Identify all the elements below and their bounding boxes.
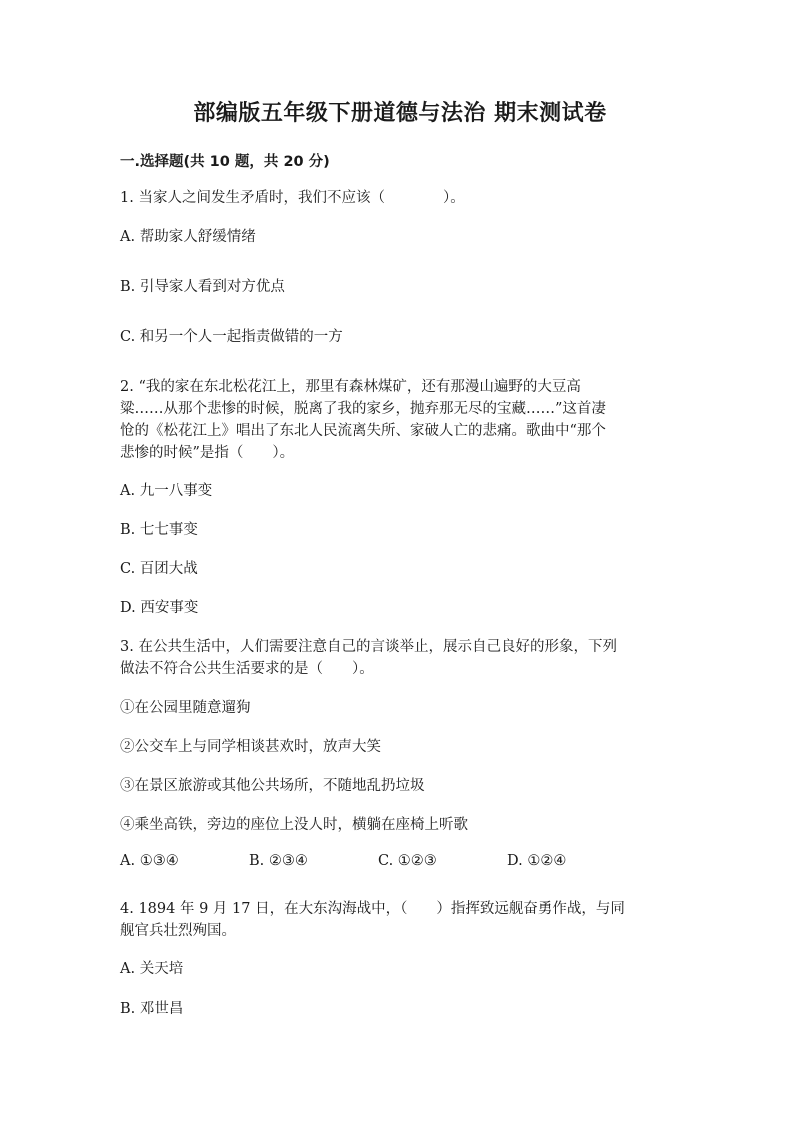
question-2-option-d[interactable]: D. 西安事变: [120, 600, 199, 616]
question-3-statement-1: ①在公园里随意遛狗: [120, 700, 251, 716]
question-2-option-a[interactable]: A. 九一八事变: [120, 483, 213, 499]
question-3-stem-line-2: 做法不符合公共生活要求的是（ ）。: [120, 661, 374, 677]
question-4-stem-line-2: 舰官兵壮烈殉国。: [120, 923, 236, 939]
question-1-option-c[interactable]: C. 和另一个人一起指责做错的一方: [120, 329, 343, 345]
question-1-stem: 1. 当家人之间发生矛盾时，我们不应该（ ）。: [120, 190, 465, 206]
question-2-stem-line-1: 2. “我的家在东北松花江上，那里有森林煤矿，还有那漫山遍野的大豆高: [120, 379, 581, 395]
question-4-stem-line-1: 4. 1894 年 9 月 17 日，在大东沟海战中，（ ）指挥致远舰奋勇作战，与同: [120, 901, 625, 917]
section-heading: 一.选择题(共 10 题，共 20 分): [120, 154, 330, 170]
question-3-statement-2: ②公交车上与同学相谈甚欢时，放声大笑: [120, 739, 381, 755]
question-3-statement-3: ③在景区旅游或其他公共场所，不随地乱扔垃圾: [120, 778, 425, 794]
question-3-option-c[interactable]: C. ①②③: [378, 853, 437, 869]
page-title: 部编版五年级下册道德与法治 期末测试卷: [193, 101, 607, 126]
question-3-statement-4: ④乘坐高铁，旁边的座位上没人时，横躺在座椅上听歌: [120, 817, 468, 833]
question-2-stem-line-4: 悲惨的时候”是指（ ）。: [120, 445, 295, 461]
question-4-option-b[interactable]: B. 邓世昌: [120, 1001, 184, 1017]
question-3-option-a[interactable]: A. ①③④: [120, 853, 179, 869]
question-2-option-b[interactable]: B. 七七事变: [120, 522, 198, 538]
question-1-option-b[interactable]: B. 引导家人看到对方优点: [120, 279, 285, 295]
question-2-stem-line-2: 粱……从那个悲惨的时候，脱离了我的家乡，抛弃那无尽的宝藏……”这首凄: [120, 401, 606, 417]
question-3-option-d[interactable]: D. ①②④: [507, 853, 567, 869]
question-4-option-a[interactable]: A. 关天培: [120, 961, 184, 977]
question-3-stem-line-1: 3. 在公共生活中，人们需要注意自己的言谈举止，展示自己良好的形象，下列: [120, 639, 617, 655]
question-3-option-b[interactable]: B. ②③④: [249, 853, 308, 869]
question-2-option-c[interactable]: C. 百团大战: [120, 561, 198, 577]
question-2-stem-line-3: 怆的《松花江上》唱出了东北人民流离失所、家破人亡的悲痛。歌曲中“那个: [120, 423, 606, 439]
question-1-option-a[interactable]: A. 帮助家人舒缓情绪: [120, 229, 256, 245]
